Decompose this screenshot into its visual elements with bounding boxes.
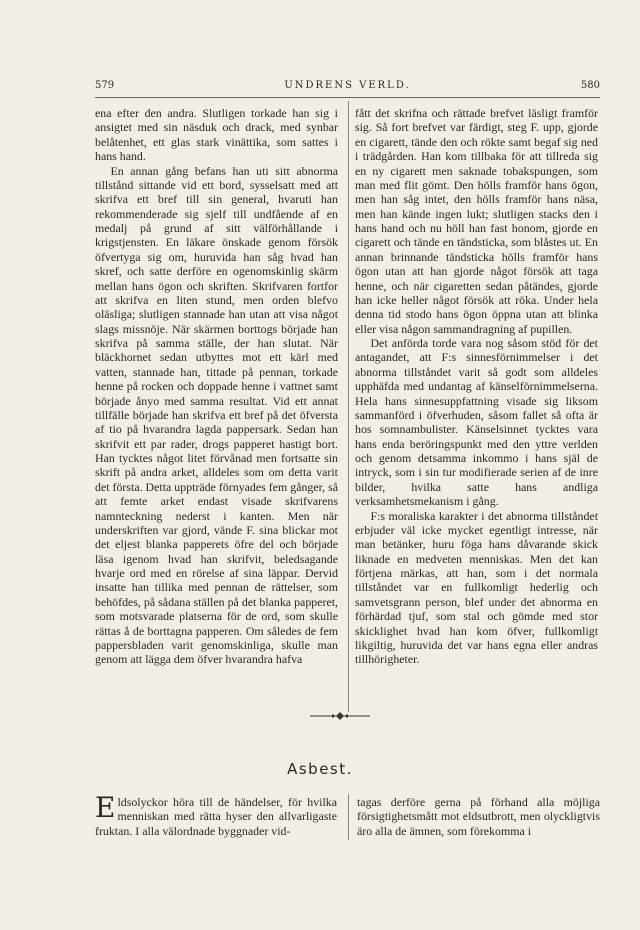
section-ornament: [310, 711, 370, 721]
article-paragraph: [95, 791, 337, 838]
page-number-right: 580: [580, 80, 600, 91]
article-right-column: [357, 795, 600, 838]
article-left-column: [95, 791, 337, 838]
header-rule: [95, 97, 600, 98]
article-text-right: tagas derföre gerna på förhand alla möjliga försigtighetsmått mot eldsutbrott, men olyckligtvis äro alla de ämnen, som förekomma i: [357, 795, 600, 838]
paragraph: ena efter den andra. Slutligen torkade han sig i ansigtet med sin näsduk och drack, med synbar belåtenhet, ett glas stark vinättika, som sattes i hans hand.: [95, 106, 338, 164]
left-column: [95, 106, 338, 667]
right-column: [355, 106, 598, 667]
running-header: [95, 80, 600, 96]
drop-cap: E: [95, 791, 116, 824]
paragraph: Det anförda torde vara nog såsom stöd för det antagandet, att F:s sinnesförnimmelser i det abnorma tillståndet varit så godt som alldeles upphäfda med undantag af känselförnimmelserna. Hela hans sinnesuppfattning visade sig liksom sammanförd i öfverhuden, såsom fallet så ofta är hos somnambulister. Känselsinnet tycktes vara hans enda beröringspunkt med den yttre verlden och genom detsamma inkommo i hans själ de intryck, som i sin tur modifierade serien af de inre bilder, hvilka satte hans andliga verksamhetsmekanism i gång.: [355, 336, 598, 509]
article-title: Asbest.: [287, 760, 353, 778]
running-title: UNDRENS VERLD.: [284, 80, 411, 91]
paragraph: fått det skrifna och rättade brefvet läsligt framför sig. Så fort brefvet var färdigt, steg F. upp, gjorde en cigarett, tände den och rökte samt begaf sig ned i trädgården. Han kom tillbaka för att tillreda sig en ny cigarett men saknade tobakspungen, som man med flit gömt. Den hölls framför hans ögon, men han såg intet, den hölls framför hans näsa, men han kände ingen lukt; slutligen stacks den i hans hand och nu höll han fast honom, gjorde en cigarett och tände en tändsticka, som blåstes ut. En annan brinnande tändsticka hölls framför hans ögon utan att han gjorde något försök att taga henne, och när cigaretten sedan påtändes, gjorde han icke heller något försök att röka. Under hela denna tid stodo hans ögon öppna utan att blinka eller visa någon sammandragning af pupillen.: [355, 106, 598, 336]
paragraph: F:s moraliska karakter i det abnorma tillståndet erbjuder väl icke mycket egentligt intresse, när man betänker, huru föga hans dåvarande skick liknade en medveten menniskas. Men det kan förtjena märkas, att han, som i det normala tillståndet var en fullkomligt hederlig och samvetsgrann person, blef under det abnorma en förhärdad tjuf, som stal och gömde med stor skicklighet hvad han kom öfver, fullkomligt likgiltig, huruvida det var hans egna eller andras tillhörigheter.: [355, 508, 598, 667]
column-divider: [348, 794, 349, 840]
page-number-left: 579: [95, 80, 115, 91]
paragraph: En annan gång befans han uti sitt abnorma tillstånd sittande vid ett bord, sysselsatt med att skrifva ett bref till sin general, hvaruti han rekommenderade sig sjelf till undfående af en medalj på grund af sitt välförhållande i krigstjensten. En läkare önskade genom försök öfvertyga sig om, huruvida han såg hvad han skref, och satte derföre en ogenomskinlig skärm mellan hans ögon och skriften. Skrifvaren fortfor att skrifva en liten stund, men orden blefvo oläsliga; slutligen stannade han utan att visa något slags missnöje. När skärmen borttogs började han skrifva på samma ställe, der han slutat. När bläckhornet sedan utbyttes mot ett kärl med vatten, stannade han, tittade på pennan, torkade henne på rocken och doppade henne i vattnet samt började ånyo med samma resultat. Vid ett annat tillfälle började han skrifva ett bref på det öfversta af tio på hvarandra lagda pappersark. Sedan han skrifvit ett par rader, drogs papperet hastigt bort. Han tycktes något litet förvånad men fortsatte sin skrift på andra arket, alldeles som om detta varit det första. Detta uppträde förnyades fem gånger, så att femte arket endast visade skrifvarens namnteckning nederst i kanten. Men när underskriften var gjord, vände F. sina blickar mot det eljest blanka papperets öfre del och började läsa igenom hvad han skrifvit, beledsagande hvarje ord med en rörelse af sina läppar. Dervid insatte han tillika med pennan de rättelser, som behöfdes, på sådana ställen på det blanka papperet, som motsvarade platserna för de ord, som skulle rättas å de borttagna papperen. Om således de fem pappersbladen varit genomskinliga, skulle man genom att lägga dem öfver hvarandra hafva: [95, 163, 338, 667]
article-text-left: ldsolyckor höra till de händelser, för hvilka menniskan med rätta hyser den allvarligaste fruktan. I alla välordnade byggnader vid-: [95, 795, 337, 838]
column-divider: [348, 101, 349, 712]
